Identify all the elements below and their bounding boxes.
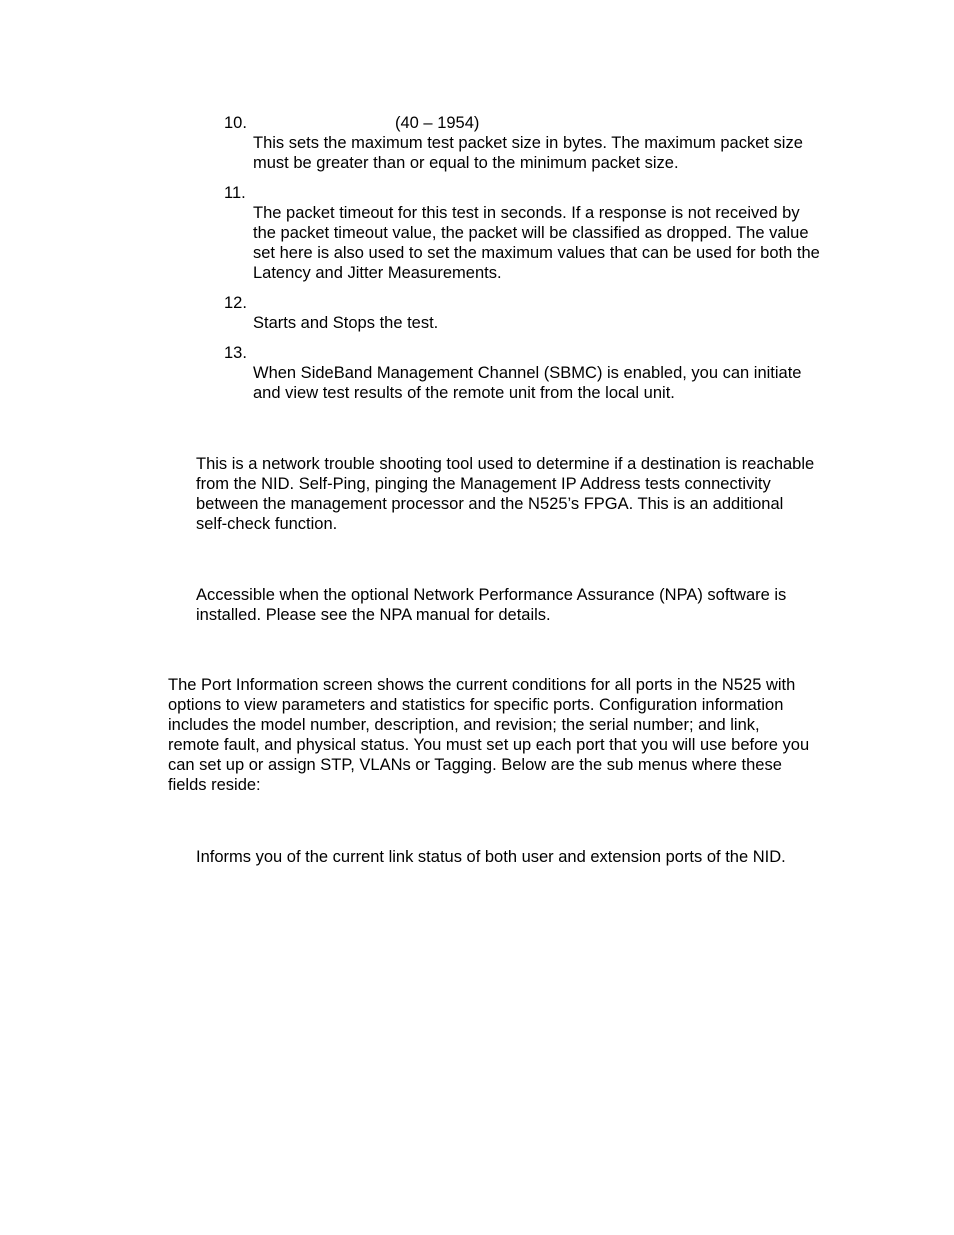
item-number: 12. [224,294,247,312]
item-range: (40 – 1954) [395,114,480,132]
ping-paragraph: This is a network trouble shooting tool used to determine if a destination is reachable from the NID. Self-Ping, pinging the Management IP Address tests connectivity between the management processor and the N525’s FPGA. This is an additional self-check function. [196,455,815,533]
item-number: 11. [224,184,246,202]
port-information-paragraph: The Port Information screen shows the current conditions for all ports in the N525 with options to view parameters and statistics for specific ports. Configuration information includes the model number, description, and revision; the serial number; and link, remote fault, and physical status. You must set up each port that you will use before you can set up or assign STP, VLANs or Tagging. Below are the sub menus where these fields reside: [168,676,810,794]
item-description: When SideBand Management Channel (SBMC) is enabled, you can initiate and view test results of the remote unit from the local unit. [253,364,802,402]
item-number: 13. [224,344,247,362]
item-description: This sets the maximum test packet size in bytes. The maximum packet size must be greater than or equal to the minimum packet size. [253,134,803,172]
item-description: Starts and Stops the test. [253,314,439,332]
item-description: The packet timeout for this test in seconds. If a response is not received by the packet timeout value, the packet will be classified as dropped. The value set here is also used to set the maximum values that can be used for both the Latency and Jitter Measurements. [253,204,820,282]
npa-paragraph: Accessible when the optional Network Performance Assurance (NPA) software is installed. Please see the NPA manual for details. [196,586,787,624]
item-number: 10. [224,114,247,132]
link-status-paragraph: Informs you of the current link status of both user and extension ports of the NID. [196,848,786,866]
